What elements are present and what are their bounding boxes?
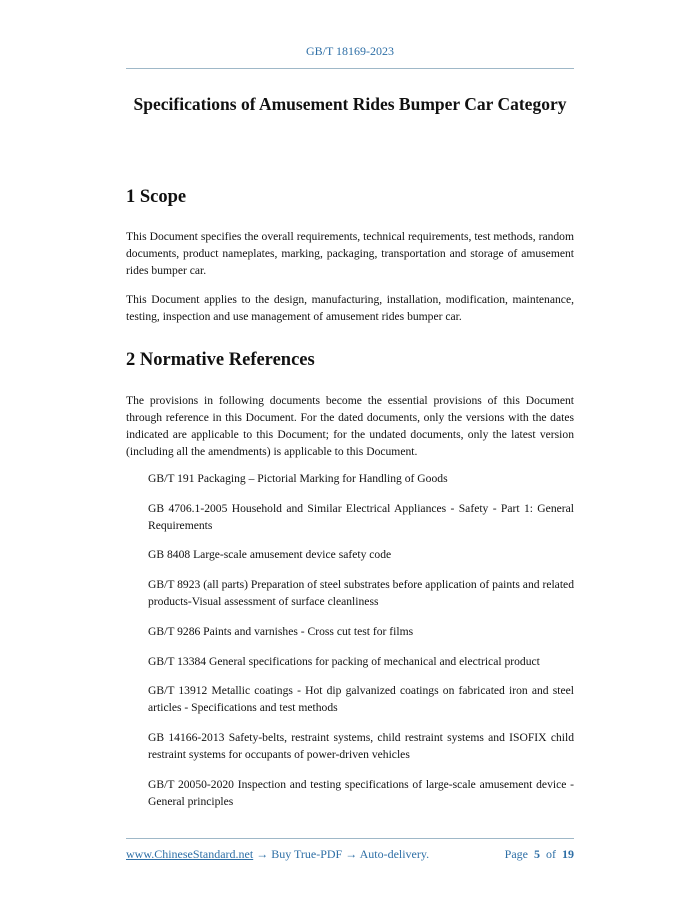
page-indicator <box>505 847 574 862</box>
normative-references-paragraph: The provisions in following documents become the essential provisions of this Document through reference in this Document. For the dated documents, only the versions with the dates indicated are applicable to this Document; for the undated documents, only the latest version (including all the amendments) is applicable to this Document. <box>126 394 574 458</box>
reference-item: GB/T 13384 General specifications for packing of mechanical and electrical product <box>148 655 540 668</box>
reference-item: GB/T 20050-2020 Inspection and testing specifications of large-scale amusement device - General principles <box>148 778 574 808</box>
footer-promo-text: → Buy True-PDF → Auto-delivery. <box>253 847 430 861</box>
reference-item: GB 4706.1-2005 Household and Similar Electrical Appliances - Safety - Part 1: General Requirements <box>148 502 574 532</box>
reference-item: GB 8408 Large-scale amusement device safety code <box>148 548 392 561</box>
section-heading-scope: 1 Scope <box>126 187 187 207</box>
footer-divider <box>126 838 574 839</box>
header-divider <box>126 68 574 69</box>
total-pages: 19 <box>562 847 574 861</box>
current-page: 5 <box>534 847 540 861</box>
website-link[interactable]: www.ChineseStandard.net <box>126 847 254 861</box>
section-heading-normative-references: 2 Normative References <box>126 350 315 370</box>
of-label: of <box>546 847 556 861</box>
reference-item: GB/T 9286 Paints and varnishes - Cross cut test for films <box>148 625 414 638</box>
reference-item: GB/T 13912 Metallic coatings - Hot dip galvanized coatings on fabricated iron and steel articles - Specifications and test methods <box>148 684 574 714</box>
scope-paragraph-1: This Document specifies the overall requirements, technical requirements, test methods, random documents, product nameplates, marking, packaging, transportation and storage of amusement rides bumper car. <box>126 230 574 277</box>
document-id-header: GB/T 18169-2023 <box>305 44 395 58</box>
page-label: Page <box>504 847 528 861</box>
scope-paragraph-2: This Document applies to the design, manufacturing, installation, modification, maintenance, testing, inspection and use management of amusement rides bumper car. <box>126 293 574 323</box>
reference-item: GB/T 8923 (all parts) Preparation of steel substrates before application of paints and related products-Visual assessment of surface cleanliness <box>148 578 574 608</box>
reference-item: GB/T 191 Packaging – Pictorial Marking for Handling of Goods <box>148 472 448 485</box>
reference-item: GB 14166-2013 Safety-belts, restraint systems, child restraint systems and ISOFIX child restraint systems for occupants of power-driven vehicles <box>148 731 574 761</box>
footer-promo <box>126 847 429 862</box>
document-title: Specifications of Amusement Rides Bumper Car Category <box>133 94 567 114</box>
